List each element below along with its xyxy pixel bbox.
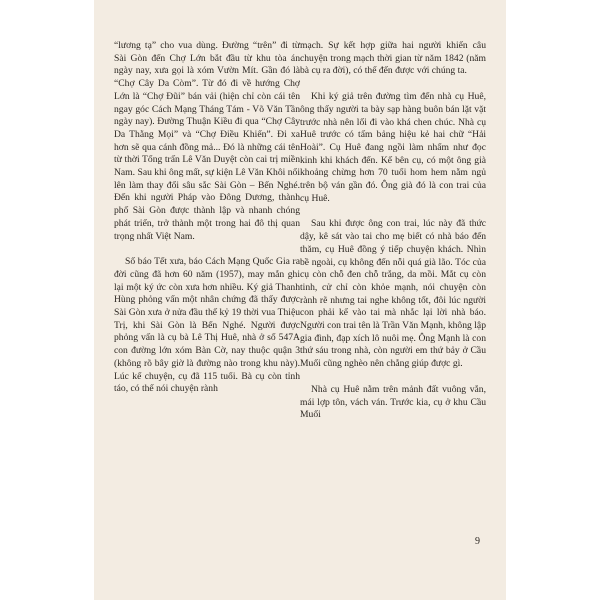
paragraph: Sau khi được ông con trai, lúc này đã thức dậy, kê sát vào tai cho mẹ biết có nhà báo đến thăm, cụ Huê đồng ý tiếp chuyện khách. Nhìn bề ngoài, cụ không đến nỗi quá già lão. Tóc của cụ còn chỗ đen chỗ trắng, da mồi. Mắt cụ còn tinh, cử chỉ còn khỏe mạnh, nói chuyện còn rành rẽ nhưng tai nghe không tốt, đôi lúc người con phải kể vào tai mà nhắc lại lời nhà báo. Người con trai tên là Trần Văn Mạnh, không lập gia đình, đạp xích lô nuôi mẹ. Ông Mạnh là con thứ sáu trong nhà, còn người em thứ bảy ở Cầu Muối cũng nghèo nên chẳng giúp được gì.: [300, 218, 486, 370]
paragraph: Nhà cụ Huê nằm trên mảnh đất vuông vắn, mái lợp tôn, vách ván. Trước kia, cụ ở khu Cầu Muối: [300, 383, 486, 421]
right-column: [300, 40, 486, 422]
page-number: 9: [475, 536, 480, 547]
paragraph: Khi ký giả trên đường tìm đến nhà cụ Huê, ông thấy người ta bày sạp hàng buôn bán lặt vặt trước nhà nên lối đi vào khá chen chúc. Nhà cụ Huê trước có tấm bảng hiệu kẻ hai chữ “Hải Hoài”. Cụ Huê đang ngồi làm nhẩm như đọc kinh khi khách đến. Kế bên cụ, có một ông già khoảng chừng hơn 70 tuổi hom hem nằm ngủ trên bộ ván gần đó. Ông già đó là con trai của cụ Huê.: [300, 91, 486, 204]
paragraph: Số báo Tết xưa, báo Cách Mạng Quốc Gia ra đời cũng đã hơn 60 năm (1957), may mắn ghi lại một ký ức còn xưa hơn nhiều. Ký giả Thanh Hùng phỏng vấn một nhân chứng đã thấy được Sài Gòn xưa ở nửa đầu thế kỷ 19 thời vua Thiệu Trị, khi Sài Gòn là Bến Nghé. Người được phỏng vấn là cụ bà Lê Thị Huê, nhà ở số 547A con đường lớn xóm Bàn Cờ, nay thuộc quận 3 (không rõ bây giờ là đường nào trong khu này). Lúc kể chuyện, cụ đã 115 tuổi. Bà cụ còn tỉnh táo, có thể nói chuyện rành: [114, 256, 300, 395]
book-page: [94, 0, 506, 600]
paragraph: “lương tạ” cho vua dùng. Đường “trên” đi từ Sài Gòn đến Chợ Lớn bắt đầu từ khu tòa án ngày nay, xưa gọi là xóm Vườn Mít. Gần đó là “Chợ Cây Da Còm”. Từ đó đi về hướng Chợ Lớn là “Chợ Đũi” bán vải (hiện chỉ còn cái tên ngay góc Cách Mạng Tháng Tám - Võ Văn Tần ngày nay). Đường Thuận Kiều đi qua “Chợ Cây Da Thằng Mọi” và “Chợ Điều Khiển”. Đi xa hơn sẽ qua cánh đồng mả... Đó là những cái tên từ thời Tổng trấn Lê Văn Duyệt còn cai trị miền Nam. Sau khi ông mất, sự kiện Lê Văn Khôi nổi lên làm thay đổi sâu sắc Sài Gòn – Bến Nghé. Đến khi người Pháp vào Đông Dương, thành phố Sài Gòn được thành lập và nhanh chóng phát triển, trở thành một trong hai đô thị quan trọng nhất Việt Nam.: [114, 40, 300, 242]
paragraph: mạch. Sự kết hợp giữa hai người khiến câu chuyện trong mạch thời gian từ năm 1842 (năm bà cụ ra đời), có thể đến được với chúng ta.: [300, 40, 486, 77]
left-column: [114, 40, 300, 396]
